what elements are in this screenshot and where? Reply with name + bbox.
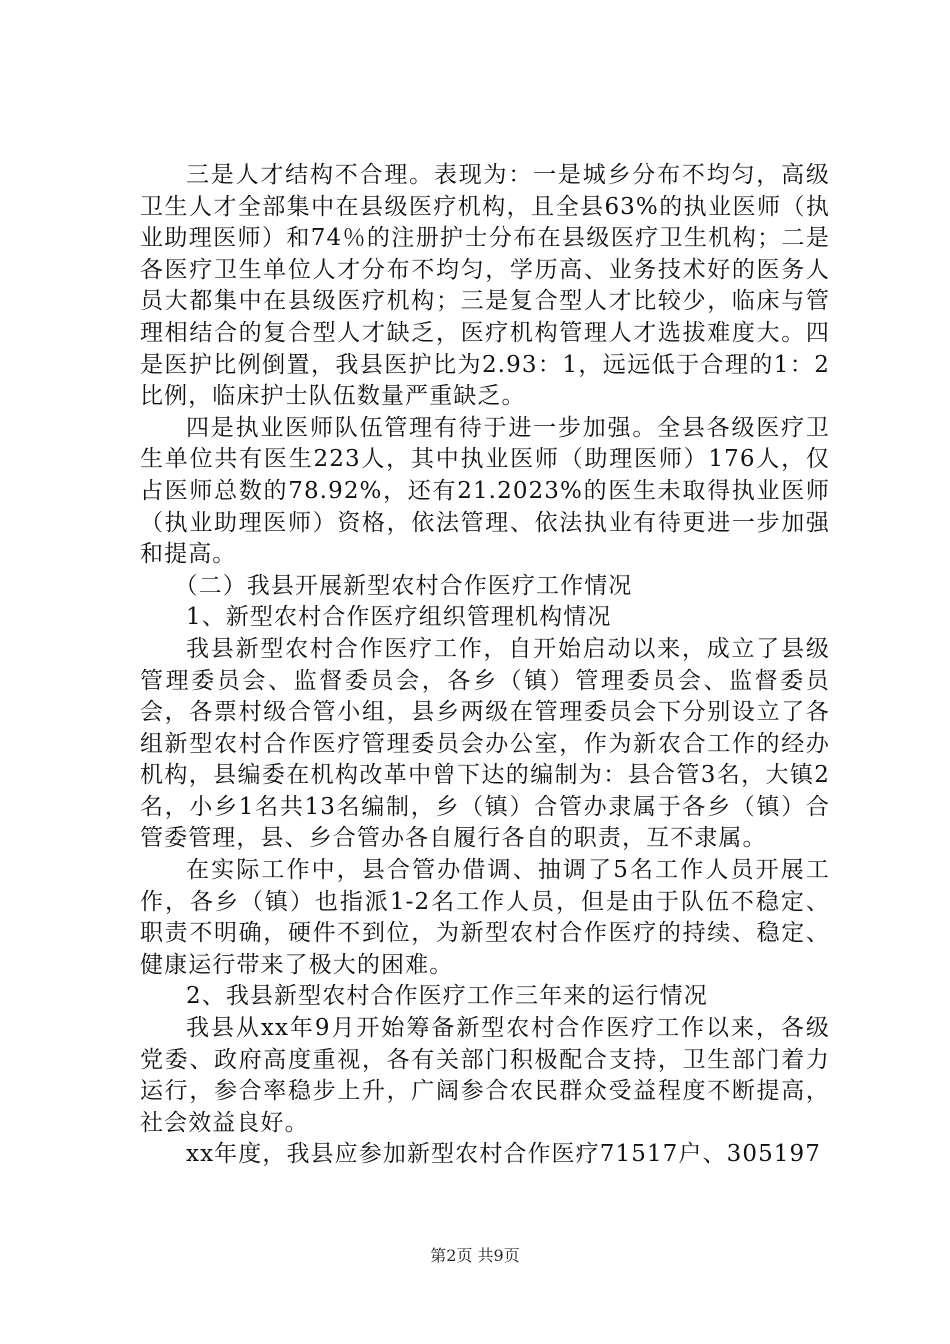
paragraph-physician-management: 四是执业医师队伍管理有待于进一步加强。全县各级医疗卫生单位共有医生223人，其中执业医师（助理医师）176人，仅占医师总数的78.92%，还有21.2023%的医生未取得执业医师（执业助理医师）资格，依法管理、依法执业有待更进一步加强和提高。: [140, 414, 830, 568]
paragraph-staffing-issues: 在实际工作中，县合管办借调、抽调了5名工作人员开展工作，各乡（镇）也指派1-2名工作人员，但是由于队伍不稳定、职责不明确，硬件不到位，为新型农村合作医疗的持续、稳定、健康运行带来了极大的困难。: [140, 857, 830, 978]
section-heading-cooperative-medical: （二）我县开展新型农村合作医疗工作情况: [174, 572, 633, 599]
subheading-operation: 2、我县新型农村合作医疗工作三年来的运行情况: [186, 983, 708, 1010]
paragraph-participation-figures: xx年度，我县应参加新型农村合作医疗71517户、305197: [186, 1141, 822, 1168]
paragraph-operation-overview: 我县从xx年9月开始筹备新型农村合作医疗工作以来，各级党委、政府高度重视，各有关部门积极配合支持，卫生部门着力运行，参合率稳步上升，广阔参合农民群众受益程度不断提高，社会效益良好。: [140, 1015, 830, 1136]
page-number-footer: 第2页 共9页: [430, 1246, 520, 1265]
subheading-organization: 1、新型农村合作医疗组织管理机构情况: [186, 604, 612, 631]
document-body: [140, 160, 830, 1171]
paragraph-organization-details: 我县新型农村合作医疗工作，自开始启动以来，成立了县级管理委员会、监督委员会，各乡（镇）管理委员会、监督委员会，各票村级合管小组，县乡两级在管理委员会下分别设立了各组新型农村合作医疗管理委员会办公室，作为新农合工作的经办机构，县编委在机构改革中曾下达的编制为：县合管3名，大镇2名，小乡1名共13名编制，乡（镇）合管办隶属于各乡（镇）合管委管理，县、乡合管办各自履行各自的职责，互不隶属。: [140, 635, 830, 852]
paragraph-talent-structure: 三是人才结构不合理。表现为：一是城乡分布不均匀，高级卫生人才全部集中在县级医疗机构，且全县63%的执业医师（执业助理医师）和74％的注册护士分布在县级医疗卫生机构；二是各医疗卫生单位人才分布不均匀，学历高、业务技术好的医务人员大都集中在县级医疗机构；三是复合型人才比较少，临床与管理相结合的复合型人才缺乏，医疗机构管理人才选拔难度大。四是医护比例倒置，我县医护比为2.93：1，远远低于合理的1：2比例，临床护士队伍数量严重缺乏。: [140, 162, 830, 410]
